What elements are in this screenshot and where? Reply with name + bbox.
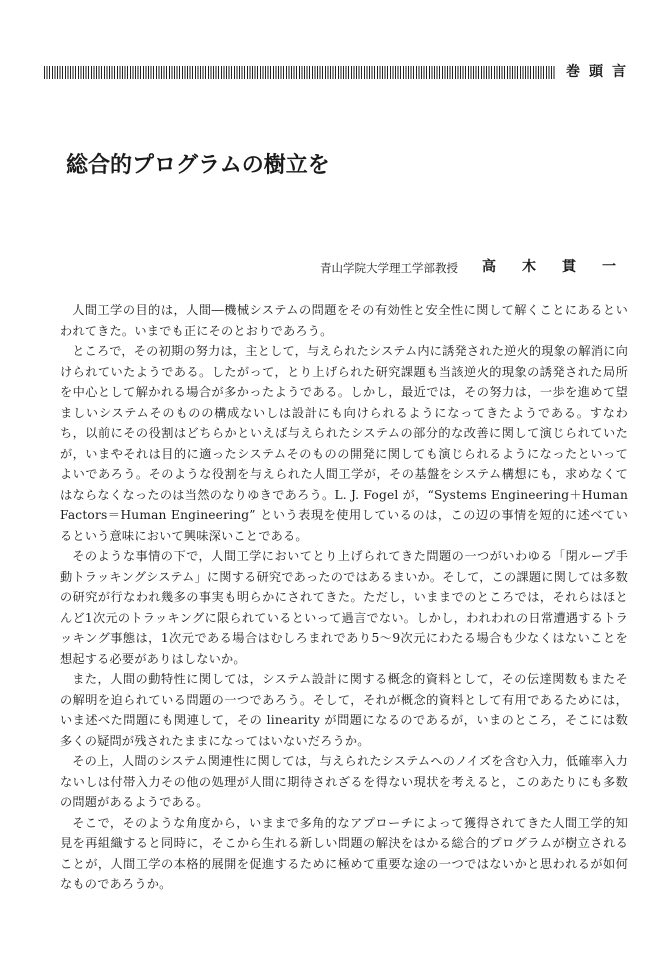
author-name: 高木貫一 — [482, 259, 642, 275]
paragraph-5: その上，人間のシステム関連性に関しては，与えられたシステムへのノイズを含む入力，低確率入力ないしは付帯入力その他の処理が人間に期待されざるを得ない現状を考えると，このあたりにも多数の問題があるようである。 — [60, 754, 628, 809]
article-body — [60, 300, 628, 895]
paragraph-2: ところで，その初期の努力は，主として，与えられたシステム内に誘発された逆火的現象の解消に向けられていたようである。したがって，とり上げられた研究課題も当該逆火的現象の誘発された局所を中心として解かれる場合が多かったようである。しかし，最近では，その努力は，一歩を進めて望ましいシステムそのものの構成ないしは設計にも向けられるようになってきたようである。すなわち，以前にその役割はどちらかといえば与えられたシステムの部分的な改善に関して演じられていたが，いまやそれは目的に適ったシステムそのものの開発に関しても演じられるようになったといってよいであろう。そのような役割を与えられた人間工学が，その基盤をシステム構想にも，求めなくてはならなくなったのは当然のなりゆきであろう。L. J. Fogel が，“Systems Engineering＋Human Factors＝Human Engineering” という表現を使用しているのは，この辺の事情を短的に述べているという意味において興味深いことである。 — [60, 344, 628, 543]
header-rule — [44, 66, 556, 79]
section-label: 巻頭言 — [566, 64, 635, 80]
paragraph-6: そこで，そのような角度から，いままで多角的なアプローチによって獲得されてきた人間工学的知見を再組織すると同時に，そこから生れる新しい問題の解決をはかる総合的プログラムが樹立されることが，人間工学の本格的展開を促進するために極めて重要な途の一つではないかと思われるが如何なものであろうか。 — [60, 815, 628, 891]
paragraph-1: 人間工学の目的は，人間―機械システムの問題をその有効性と安全性に関して解くことにあるといわれてきた。いまでも正にそのとおりであろう。 — [60, 303, 628, 338]
paragraph-3: そのような事情の下で，人間工学においてとり上げられてきた問題の一つがいわゆる「閉ループ手動トラッキングシステム」に関する研究であったのではあるまいか。そして，この課題に関しては多数の研究が行なわれ幾多の事実も明らかにされてきた。ただし，いままでのところでは，それらはほとんど1次元のトラッキングに限られているといって過言でない。しかし，われわれの日常遭遇するトラッキング事態は，1次元である場合はむしろまれであり5～9次元にわたる場合も少なくはないことを想起する必要がありはしないか。 — [60, 549, 628, 666]
article-title: 総合的プログラムの樹立を — [66, 153, 330, 178]
author-affiliation: 青山学院大学理工学部教授 — [320, 261, 458, 275]
paragraph-4: また，人間の動特性に関しては，システム設計に関する概念的資料として，その伝達関数もまたその解明を迫られている問題の一つであろう。そして，それが概念的資料として有用であるためには，いま述べた問題にも関連して，その linearity が問題になるのであるが，いまのところ，そこには数多くの疑問が残されたままになってはいないだろうか。 — [60, 672, 628, 748]
